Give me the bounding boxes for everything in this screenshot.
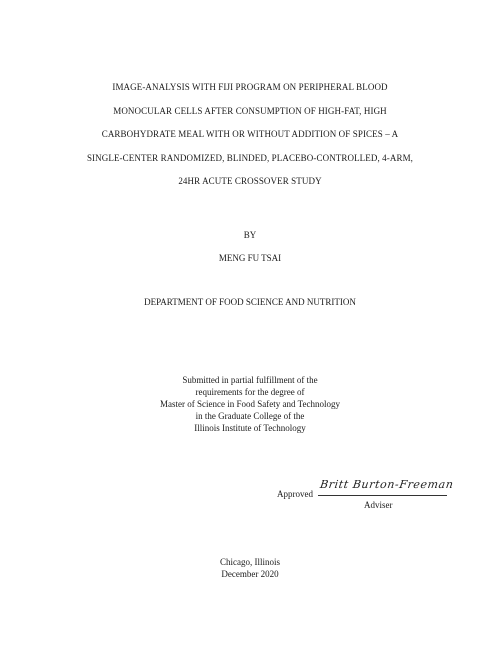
submission-line: Master of Science in Food Safety and Technology (160, 399, 340, 409)
submission-date: December 2020 (221, 569, 279, 579)
department-name: DEPARTMENT OF FOOD SCIENCE AND NUTRITION (144, 297, 356, 307)
adviser-label: Adviser (364, 500, 393, 510)
thesis-title (40, 76, 460, 194)
signature-line (318, 495, 447, 496)
title-line: 24HR ACUTE CROSSOVER STUDY (178, 176, 322, 186)
approved-label: Approved (277, 489, 313, 499)
submission-line: in the Graduate College of the (195, 411, 305, 421)
title-line: MONOCULAR CELLS AFTER CONSUMPTION OF HIGH-FAT, HIGH (113, 105, 387, 116)
adviser-signature: Britt Burton-Freeman (319, 478, 455, 491)
submission-statement (0, 374, 500, 434)
submission-line: Illinois Institute of Technology (194, 423, 306, 433)
title-line: IMAGE-ANALYSIS WITH FIJI PROGRAM ON PERIPHERAL BLOOD (112, 82, 388, 92)
by-label: BY (243, 230, 257, 240)
submission-line: requirements for the degree of (195, 387, 305, 397)
location: Chicago, Illinois (220, 557, 280, 567)
author-name: MENG FU TSAI (218, 253, 282, 263)
submission-line: Submitted in partial fulfillment of the (182, 375, 318, 385)
title-line: CARBOHYDRATE MEAL WITH OR WITHOUT ADDITION OF SPICES – A (101, 129, 399, 139)
approval-block (274, 478, 464, 518)
title-line: SINGLE-CENTER RANDOMIZED, BLINDED, PLACEBO-CONTROLLED, 4-ARM, (86, 152, 414, 163)
